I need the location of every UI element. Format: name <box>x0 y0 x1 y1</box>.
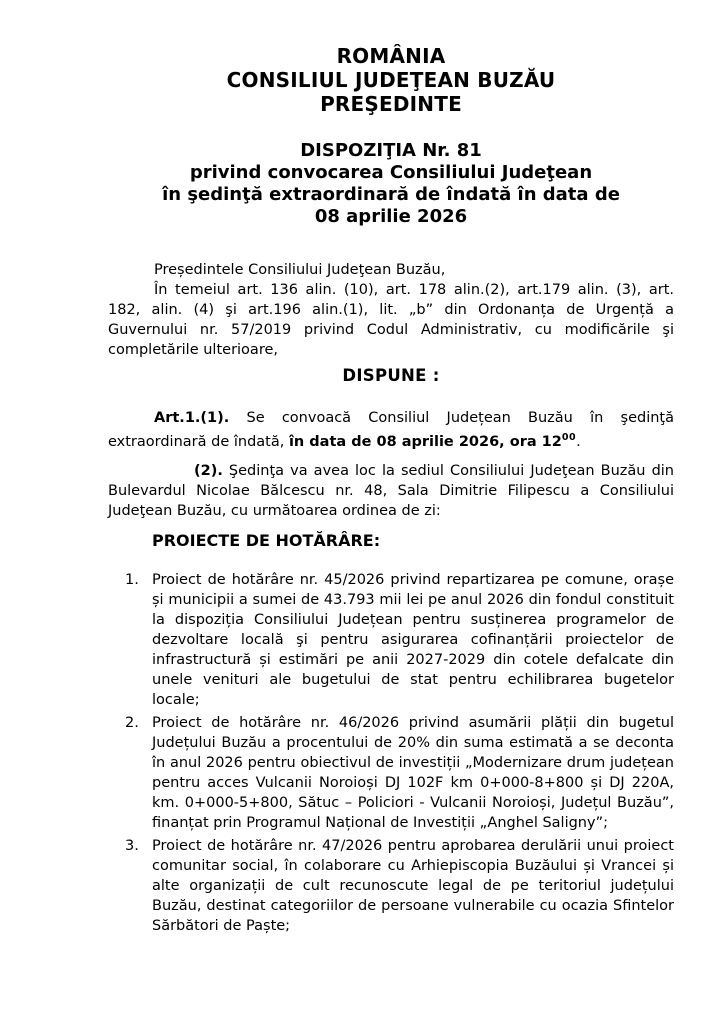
document-content <box>108 44 674 936</box>
article-1-period: . <box>576 433 581 450</box>
letterhead-country: ROMÂNIA <box>336 44 446 68</box>
letterhead <box>108 44 674 116</box>
article-1-date-bold: în data de 08 aprilie 2026, ora 12 <box>288 433 562 450</box>
letterhead-office: PREŞEDINTE <box>320 92 462 116</box>
title-disposition-number: DISPOZIŢIA Nr. 81 <box>300 140 482 161</box>
title-date: 08 aprilie 2026 <box>314 206 468 227</box>
preamble-intro: Președintele Consiliului Judeţean Buzău, <box>154 262 446 278</box>
agenda-item-2-number: 2. <box>125 714 139 731</box>
agenda-item-1-number: 1. <box>125 571 139 588</box>
article-1-paragraph-2 <box>108 461 674 521</box>
agenda-item-1 <box>125 570 674 710</box>
agenda-item-2 <box>125 713 674 833</box>
article-1-hour-superscript: 00 <box>561 432 577 443</box>
article-2-text: Şedinţa va avea loc la sediul Consiliului Judeţean Buzău din Bulevardul Nicolae Bălcescu nr. 48, Sala Dimitrie Filipescu a Consiliului Judeţean Buzău, cu următoarea ordinea de zi: <box>108 462 674 519</box>
document-title <box>108 140 674 228</box>
article-1-text: Se convoacă Consiliul Județean Buzău în şedinţă extraordinară de îndată, <box>108 410 674 450</box>
article-1-paragraph-1 <box>108 408 674 452</box>
agenda-item-3-text: Proiect de hotărâre nr. 47/2026 pentru aprobarea derulării unui proiect comunitar social, în colaborare cu Arhiepiscopia Buzăului și Vrancei și alte organizații de cult recunoscute legal de pe teritoriul județului Buzău, destinat categoriilor de persoane vulnerabile cu ocazia Sfintelor Sărbători de Paște; <box>152 837 674 934</box>
dispune-heading: DISPUNE : <box>342 366 440 385</box>
preamble-legal-basis: În temeiul art. 136 alin. (10), art. 178 alin.(2), art.179 alin. (3), art. 182, alin. (4) şi art.196 alin.(1), lit. „b” din Ordonanța de Urgență a Guvernului nr. 57/2019 privind Codul Administrativ, cu modificările şi completările ulterioare, <box>108 282 674 358</box>
article-2-label: (2). <box>194 462 223 479</box>
agenda-item-1-text: Proiect de hotărâre nr. 45/2026 privind repartizarea pe comune, orașe și municipii a sumei de 43.793 mii lei pe anul 2026 din fondul constituit la dispoziția Consiliului Județean pentru susținerea programelor de dezvoltare locală şi pentru asigurarea cofinanțării proiectelor de infrastructură și estimări pe anii 2027-2029 din cotele defalcate din unele venituri ale bugetului de stat pentru echilibrarea bugetelor locale; <box>152 571 674 708</box>
agenda-item-3 <box>125 836 674 936</box>
article-1-label: Art.1.(1). <box>154 410 230 426</box>
title-subject-line-2: în şedinţă extraordinară de îndată în data de <box>162 184 620 205</box>
title-subject-line-1: privind convocarea Consiliului Judeţean <box>189 162 593 183</box>
agenda-list <box>108 570 674 936</box>
agenda-heading: PROIECTE DE HOTĂRÂRE: <box>152 530 381 550</box>
letterhead-institution: CONSILIUL JUDEŢEAN BUZĂU <box>226 68 556 92</box>
agenda-item-3-number: 3. <box>125 837 139 854</box>
agenda-item-2-text: Proiect de hotărâre nr. 46/2026 privind asumării plății din bugetul Județului Buzău a procentului de 20% din suma estimată a se deconta în anul 2026 pentru obiectivul de investiții „Modernizare drum județean pentru acces Vulcanii Noroioși DJ 102F km 0+000-8+800 și DJ 220A, km. 0+000-5+800, Sătuc – Policiori - Vulcanii Noroioși, Județul Buzău”, finanțat prin Programul Național de Investiții „Anghel Saligny”; <box>152 714 674 831</box>
